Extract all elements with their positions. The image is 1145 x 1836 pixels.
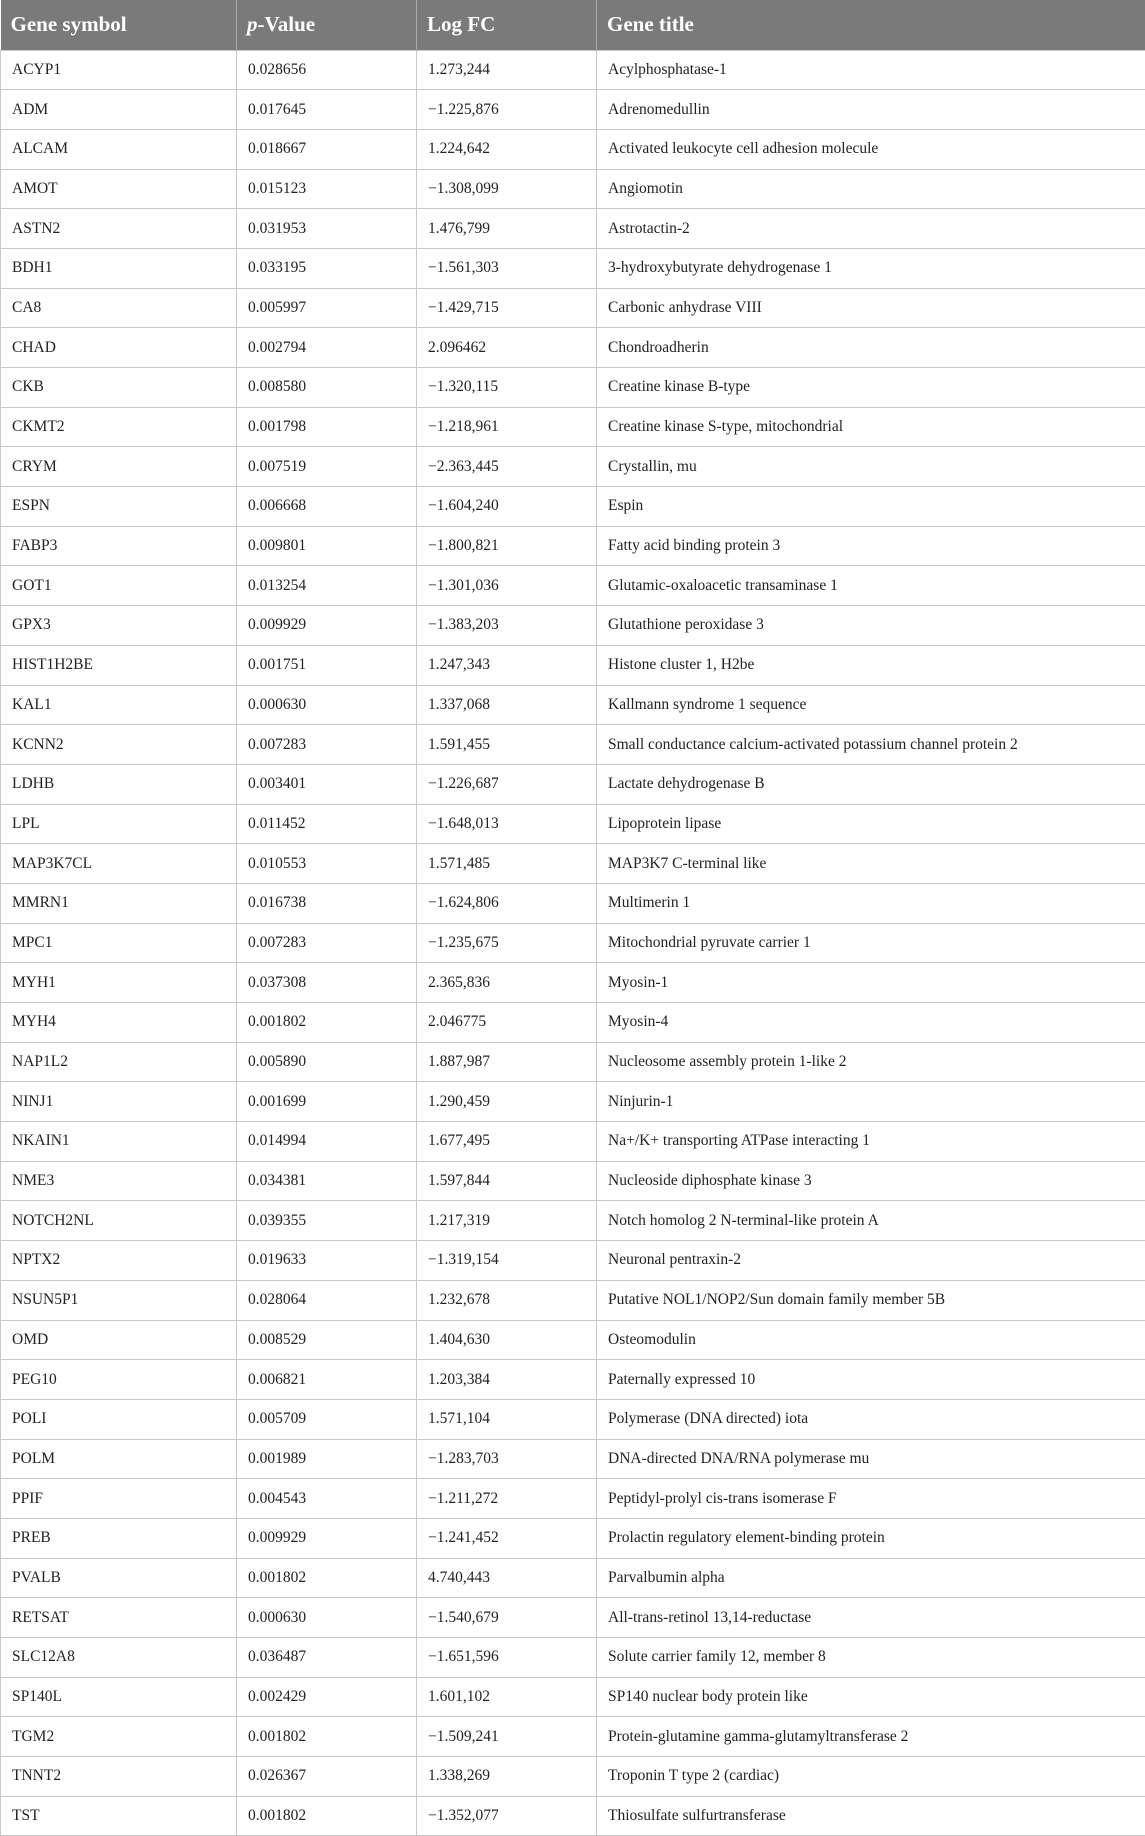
table-row	[1, 90, 1145, 130]
cell-p-value: 0.001751	[237, 645, 417, 685]
cell-p-value: 0.007519	[237, 447, 417, 487]
cell-gene-symbol: LDHB	[1, 764, 237, 804]
cell-p-value: 0.006668	[237, 487, 417, 527]
cell-gene-title: Activated leukocyte cell adhesion molecule	[597, 129, 1145, 169]
cell-gene-symbol: PPIF	[1, 1479, 237, 1519]
cell-gene-title: Osteomodulin	[597, 1320, 1145, 1360]
table-row	[1, 1003, 1145, 1043]
cell-p-value: 0.006821	[237, 1360, 417, 1400]
cell-gene-title: Lactate dehydrogenase B	[597, 764, 1145, 804]
table-row	[1, 963, 1145, 1003]
cell-log-fc: 1.290,459	[417, 1082, 597, 1122]
table-body	[1, 50, 1145, 1836]
table-row	[1, 923, 1145, 963]
cell-log-fc: −1.226,687	[417, 764, 597, 804]
cell-p-value: 0.001798	[237, 407, 417, 447]
cell-gene-title: Neuronal pentraxin-2	[597, 1241, 1145, 1281]
cell-gene-symbol: TGM2	[1, 1717, 237, 1757]
cell-gene-symbol: ASTN2	[1, 209, 237, 249]
table-row	[1, 1677, 1145, 1717]
table-row	[1, 685, 1145, 725]
cell-p-value: 0.028064	[237, 1280, 417, 1320]
cell-p-value: 0.001802	[237, 1717, 417, 1757]
cell-p-value: 0.034381	[237, 1161, 417, 1201]
cell-p-value: 0.002429	[237, 1677, 417, 1717]
cell-gene-symbol: POLI	[1, 1399, 237, 1439]
cell-gene-symbol: TNNT2	[1, 1757, 237, 1797]
cell-log-fc: −1.352,077	[417, 1796, 597, 1836]
table-row	[1, 487, 1145, 527]
table-row	[1, 1598, 1145, 1638]
cell-p-value: 0.009929	[237, 1518, 417, 1558]
cell-p-value: 0.033195	[237, 248, 417, 288]
table-row	[1, 804, 1145, 844]
table-row	[1, 1122, 1145, 1162]
cell-p-value: 0.014994	[237, 1122, 417, 1162]
table-row	[1, 1201, 1145, 1241]
cell-p-value: 0.039355	[237, 1201, 417, 1241]
cell-gene-symbol: GOT1	[1, 566, 237, 606]
cell-gene-title: Creatine kinase B-type	[597, 368, 1145, 408]
cell-gene-symbol: ALCAM	[1, 129, 237, 169]
cell-log-fc: 1.217,319	[417, 1201, 597, 1241]
cell-p-value: 0.005890	[237, 1042, 417, 1082]
table-row	[1, 1518, 1145, 1558]
cell-gene-symbol: GPX3	[1, 606, 237, 646]
cell-log-fc: −1.211,272	[417, 1479, 597, 1519]
cell-p-value: 0.010553	[237, 844, 417, 884]
cell-log-fc: 1.571,485	[417, 844, 597, 884]
cell-log-fc: 1.677,495	[417, 1122, 597, 1162]
cell-gene-title: Chondroadherin	[597, 328, 1145, 368]
cell-gene-title: Nucleosome assembly protein 1-like 2	[597, 1042, 1145, 1082]
cell-log-fc: 2.096462	[417, 328, 597, 368]
header-log-fc: Log FC	[417, 0, 597, 50]
cell-p-value: 0.017645	[237, 90, 417, 130]
cell-p-value: 0.000630	[237, 685, 417, 725]
cell-gene-title: Creatine kinase S-type, mitochondrial	[597, 407, 1145, 447]
cell-gene-symbol: PVALB	[1, 1558, 237, 1598]
cell-gene-symbol: AMOT	[1, 169, 237, 209]
cell-gene-title: Multimerin 1	[597, 883, 1145, 923]
table-row	[1, 1360, 1145, 1400]
cell-gene-title: Kallmann syndrome 1 sequence	[597, 685, 1145, 725]
header-row	[1, 0, 1145, 50]
cell-gene-title: Ninjurin-1	[597, 1082, 1145, 1122]
table-header	[1, 0, 1145, 50]
cell-log-fc: 1.601,102	[417, 1677, 597, 1717]
cell-log-fc: 1.273,244	[417, 50, 597, 90]
cell-log-fc: −1.624,806	[417, 883, 597, 923]
cell-log-fc: −1.235,675	[417, 923, 597, 963]
table-row	[1, 1042, 1145, 1082]
table-row	[1, 288, 1145, 328]
cell-gene-title: Troponin T type 2 (cardiac)	[597, 1757, 1145, 1797]
table-row	[1, 883, 1145, 923]
cell-gene-symbol: NINJ1	[1, 1082, 237, 1122]
cell-p-value: 0.001699	[237, 1082, 417, 1122]
table-row	[1, 1161, 1145, 1201]
cell-log-fc: 1.247,343	[417, 645, 597, 685]
cell-gene-title: Myosin-4	[597, 1003, 1145, 1043]
header-p-value-label: -Value	[258, 12, 316, 36]
cell-gene-title: SP140 nuclear body protein like	[597, 1677, 1145, 1717]
table-row	[1, 1280, 1145, 1320]
cell-gene-title: Astrotactin-2	[597, 209, 1145, 249]
cell-gene-symbol: NSUN5P1	[1, 1280, 237, 1320]
cell-log-fc: −2.363,445	[417, 447, 597, 487]
table-row	[1, 1399, 1145, 1439]
cell-p-value: 0.003401	[237, 764, 417, 804]
cell-gene-title: Paternally expressed 10	[597, 1360, 1145, 1400]
table-row	[1, 1082, 1145, 1122]
cell-gene-title: Mitochondrial pyruvate carrier 1	[597, 923, 1145, 963]
cell-gene-title: Lipoprotein lipase	[597, 804, 1145, 844]
cell-log-fc: −1.648,013	[417, 804, 597, 844]
cell-p-value: 0.013254	[237, 566, 417, 606]
cell-gene-symbol: NKAIN1	[1, 1122, 237, 1162]
cell-gene-title: Small conductance calcium-activated potassium channel protein 2	[597, 725, 1145, 765]
cell-gene-symbol: NAP1L2	[1, 1042, 237, 1082]
cell-p-value: 0.004543	[237, 1479, 417, 1519]
cell-gene-symbol: ADM	[1, 90, 237, 130]
table-row	[1, 169, 1145, 209]
cell-p-value: 0.008529	[237, 1320, 417, 1360]
cell-gene-title: Crystallin, mu	[597, 447, 1145, 487]
cell-gene-symbol: BDH1	[1, 248, 237, 288]
cell-log-fc: 1.404,630	[417, 1320, 597, 1360]
cell-p-value: 0.009929	[237, 606, 417, 646]
header-p-value	[237, 0, 417, 50]
cell-gene-title: Glutamic-oxaloacetic transaminase 1	[597, 566, 1145, 606]
table-row	[1, 129, 1145, 169]
cell-log-fc: −1.383,203	[417, 606, 597, 646]
table-row	[1, 1320, 1145, 1360]
cell-gene-title: Carbonic anhydrase VIII	[597, 288, 1145, 328]
cell-gene-symbol: MPC1	[1, 923, 237, 963]
cell-p-value: 0.011452	[237, 804, 417, 844]
cell-p-value: 0.028656	[237, 50, 417, 90]
cell-p-value: 0.001802	[237, 1558, 417, 1598]
cell-log-fc: −1.604,240	[417, 487, 597, 527]
cell-log-fc: −1.301,036	[417, 566, 597, 606]
cell-gene-title: Putative NOL1/NOP2/Sun domain family member 5B	[597, 1280, 1145, 1320]
cell-log-fc: 1.203,384	[417, 1360, 597, 1400]
cell-log-fc: 2.046775	[417, 1003, 597, 1043]
cell-gene-title: Angiomotin	[597, 169, 1145, 209]
cell-log-fc: −1.800,821	[417, 526, 597, 566]
cell-gene-symbol: PEG10	[1, 1360, 237, 1400]
cell-gene-symbol: MYH4	[1, 1003, 237, 1043]
cell-gene-title: Glutathione peroxidase 3	[597, 606, 1145, 646]
cell-gene-symbol: CA8	[1, 288, 237, 328]
cell-gene-symbol: ACYP1	[1, 50, 237, 90]
table-row	[1, 1558, 1145, 1598]
table-row	[1, 1717, 1145, 1757]
cell-log-fc: 1.337,068	[417, 685, 597, 725]
cell-gene-symbol: TST	[1, 1796, 237, 1836]
cell-gene-symbol: NPTX2	[1, 1241, 237, 1281]
table-row	[1, 1757, 1145, 1797]
cell-gene-symbol: KCNN2	[1, 725, 237, 765]
cell-gene-symbol: NOTCH2NL	[1, 1201, 237, 1241]
cell-log-fc: 1.571,104	[417, 1399, 597, 1439]
table-row	[1, 407, 1145, 447]
table-row	[1, 50, 1145, 90]
table-row	[1, 566, 1145, 606]
table-row	[1, 209, 1145, 249]
cell-gene-title: 3-hydroxybutyrate dehydrogenase 1	[597, 248, 1145, 288]
cell-log-fc: −1.651,596	[417, 1638, 597, 1678]
cell-gene-symbol: RETSAT	[1, 1598, 237, 1638]
cell-gene-title: MAP3K7 C-terminal like	[597, 844, 1145, 884]
cell-p-value: 0.002794	[237, 328, 417, 368]
cell-p-value: 0.007283	[237, 923, 417, 963]
cell-log-fc: 4.740,443	[417, 1558, 597, 1598]
cell-gene-title: Histone cluster 1, H2be	[597, 645, 1145, 685]
cell-gene-symbol: NME3	[1, 1161, 237, 1201]
cell-log-fc: 1.591,455	[417, 725, 597, 765]
cell-p-value: 0.031953	[237, 209, 417, 249]
cell-log-fc: −1.540,679	[417, 1598, 597, 1638]
cell-log-fc: 1.232,678	[417, 1280, 597, 1320]
cell-gene-title: Fatty acid binding protein 3	[597, 526, 1145, 566]
cell-gene-symbol: CKMT2	[1, 407, 237, 447]
cell-gene-symbol: MMRN1	[1, 883, 237, 923]
table-row	[1, 1479, 1145, 1519]
cell-gene-title: All-trans-retinol 13,14-reductase	[597, 1598, 1145, 1638]
cell-p-value: 0.018667	[237, 129, 417, 169]
cell-gene-title: Peptidyl-prolyl cis-trans isomerase F	[597, 1479, 1145, 1519]
table-row	[1, 606, 1145, 646]
cell-p-value: 0.001989	[237, 1439, 417, 1479]
table-row	[1, 1638, 1145, 1678]
cell-p-value: 0.008580	[237, 368, 417, 408]
header-gene-symbol: Gene symbol	[1, 0, 237, 50]
cell-gene-symbol: MAP3K7CL	[1, 844, 237, 884]
cell-gene-symbol: ESPN	[1, 487, 237, 527]
table-row	[1, 844, 1145, 884]
cell-log-fc: −1.319,154	[417, 1241, 597, 1281]
header-p-italic: p	[247, 12, 258, 36]
cell-log-fc: 1.224,642	[417, 129, 597, 169]
table-row	[1, 764, 1145, 804]
cell-gene-symbol: SP140L	[1, 1677, 237, 1717]
cell-log-fc: −1.218,961	[417, 407, 597, 447]
cell-gene-title: Adrenomedullin	[597, 90, 1145, 130]
cell-gene-symbol: MYH1	[1, 963, 237, 1003]
table-row	[1, 248, 1145, 288]
cell-gene-title: Na+/K+ transporting ATPase interacting 1	[597, 1122, 1145, 1162]
cell-gene-title: Espin	[597, 487, 1145, 527]
cell-p-value: 0.001802	[237, 1796, 417, 1836]
cell-gene-title: Parvalbumin alpha	[597, 1558, 1145, 1598]
table-row	[1, 645, 1145, 685]
cell-p-value: 0.019633	[237, 1241, 417, 1281]
cell-log-fc: 1.338,269	[417, 1757, 597, 1797]
cell-p-value: 0.016738	[237, 883, 417, 923]
table-row	[1, 328, 1145, 368]
cell-gene-title: Myosin-1	[597, 963, 1145, 1003]
cell-log-fc: −1.241,452	[417, 1518, 597, 1558]
table-row	[1, 526, 1145, 566]
cell-gene-title: Thiosulfate sulfurtransferase	[597, 1796, 1145, 1836]
cell-p-value: 0.005709	[237, 1399, 417, 1439]
cell-log-fc: 1.887,987	[417, 1042, 597, 1082]
cell-gene-symbol: CHAD	[1, 328, 237, 368]
cell-log-fc: 1.597,844	[417, 1161, 597, 1201]
table-row	[1, 725, 1145, 765]
cell-gene-title: Protein-glutamine gamma-glutamyltransferase 2	[597, 1717, 1145, 1757]
cell-p-value: 0.007283	[237, 725, 417, 765]
cell-p-value: 0.036487	[237, 1638, 417, 1678]
cell-log-fc: −1.561,303	[417, 248, 597, 288]
cell-log-fc: −1.308,099	[417, 169, 597, 209]
cell-gene-symbol: OMD	[1, 1320, 237, 1360]
cell-p-value: 0.026367	[237, 1757, 417, 1797]
cell-gene-symbol: CKB	[1, 368, 237, 408]
cell-gene-symbol: CRYM	[1, 447, 237, 487]
cell-gene-symbol: HIST1H2BE	[1, 645, 237, 685]
table-row	[1, 368, 1145, 408]
cell-log-fc: −1.283,703	[417, 1439, 597, 1479]
cell-log-fc: −1.320,115	[417, 368, 597, 408]
cell-gene-title: Notch homolog 2 N-terminal-like protein A	[597, 1201, 1145, 1241]
cell-log-fc: −1.225,876	[417, 90, 597, 130]
cell-log-fc: −1.429,715	[417, 288, 597, 328]
cell-log-fc: 1.476,799	[417, 209, 597, 249]
cell-p-value: 0.037308	[237, 963, 417, 1003]
cell-gene-title: Acylphosphatase-1	[597, 50, 1145, 90]
cell-gene-symbol: PREB	[1, 1518, 237, 1558]
cell-gene-title: Nucleoside diphosphate kinase 3	[597, 1161, 1145, 1201]
cell-gene-title: Polymerase (DNA directed) iota	[597, 1399, 1145, 1439]
header-gene-title: Gene title	[597, 0, 1145, 50]
cell-p-value: 0.009801	[237, 526, 417, 566]
cell-gene-symbol: POLM	[1, 1439, 237, 1479]
cell-gene-title: DNA-directed DNA/RNA polymerase mu	[597, 1439, 1145, 1479]
table-row	[1, 1796, 1145, 1836]
cell-p-value: 0.001802	[237, 1003, 417, 1043]
cell-log-fc: 2.365,836	[417, 963, 597, 1003]
cell-gene-symbol: KAL1	[1, 685, 237, 725]
cell-gene-symbol: SLC12A8	[1, 1638, 237, 1678]
cell-p-value: 0.000630	[237, 1598, 417, 1638]
table-row	[1, 1241, 1145, 1281]
cell-gene-symbol: LPL	[1, 804, 237, 844]
cell-gene-title: Prolactin regulatory element-binding protein	[597, 1518, 1145, 1558]
cell-p-value: 0.015123	[237, 169, 417, 209]
cell-gene-title: Solute carrier family 12, member 8	[597, 1638, 1145, 1678]
cell-log-fc: −1.509,241	[417, 1717, 597, 1757]
cell-p-value: 0.005997	[237, 288, 417, 328]
cell-gene-symbol: FABP3	[1, 526, 237, 566]
table-row	[1, 447, 1145, 487]
table-row	[1, 1439, 1145, 1479]
